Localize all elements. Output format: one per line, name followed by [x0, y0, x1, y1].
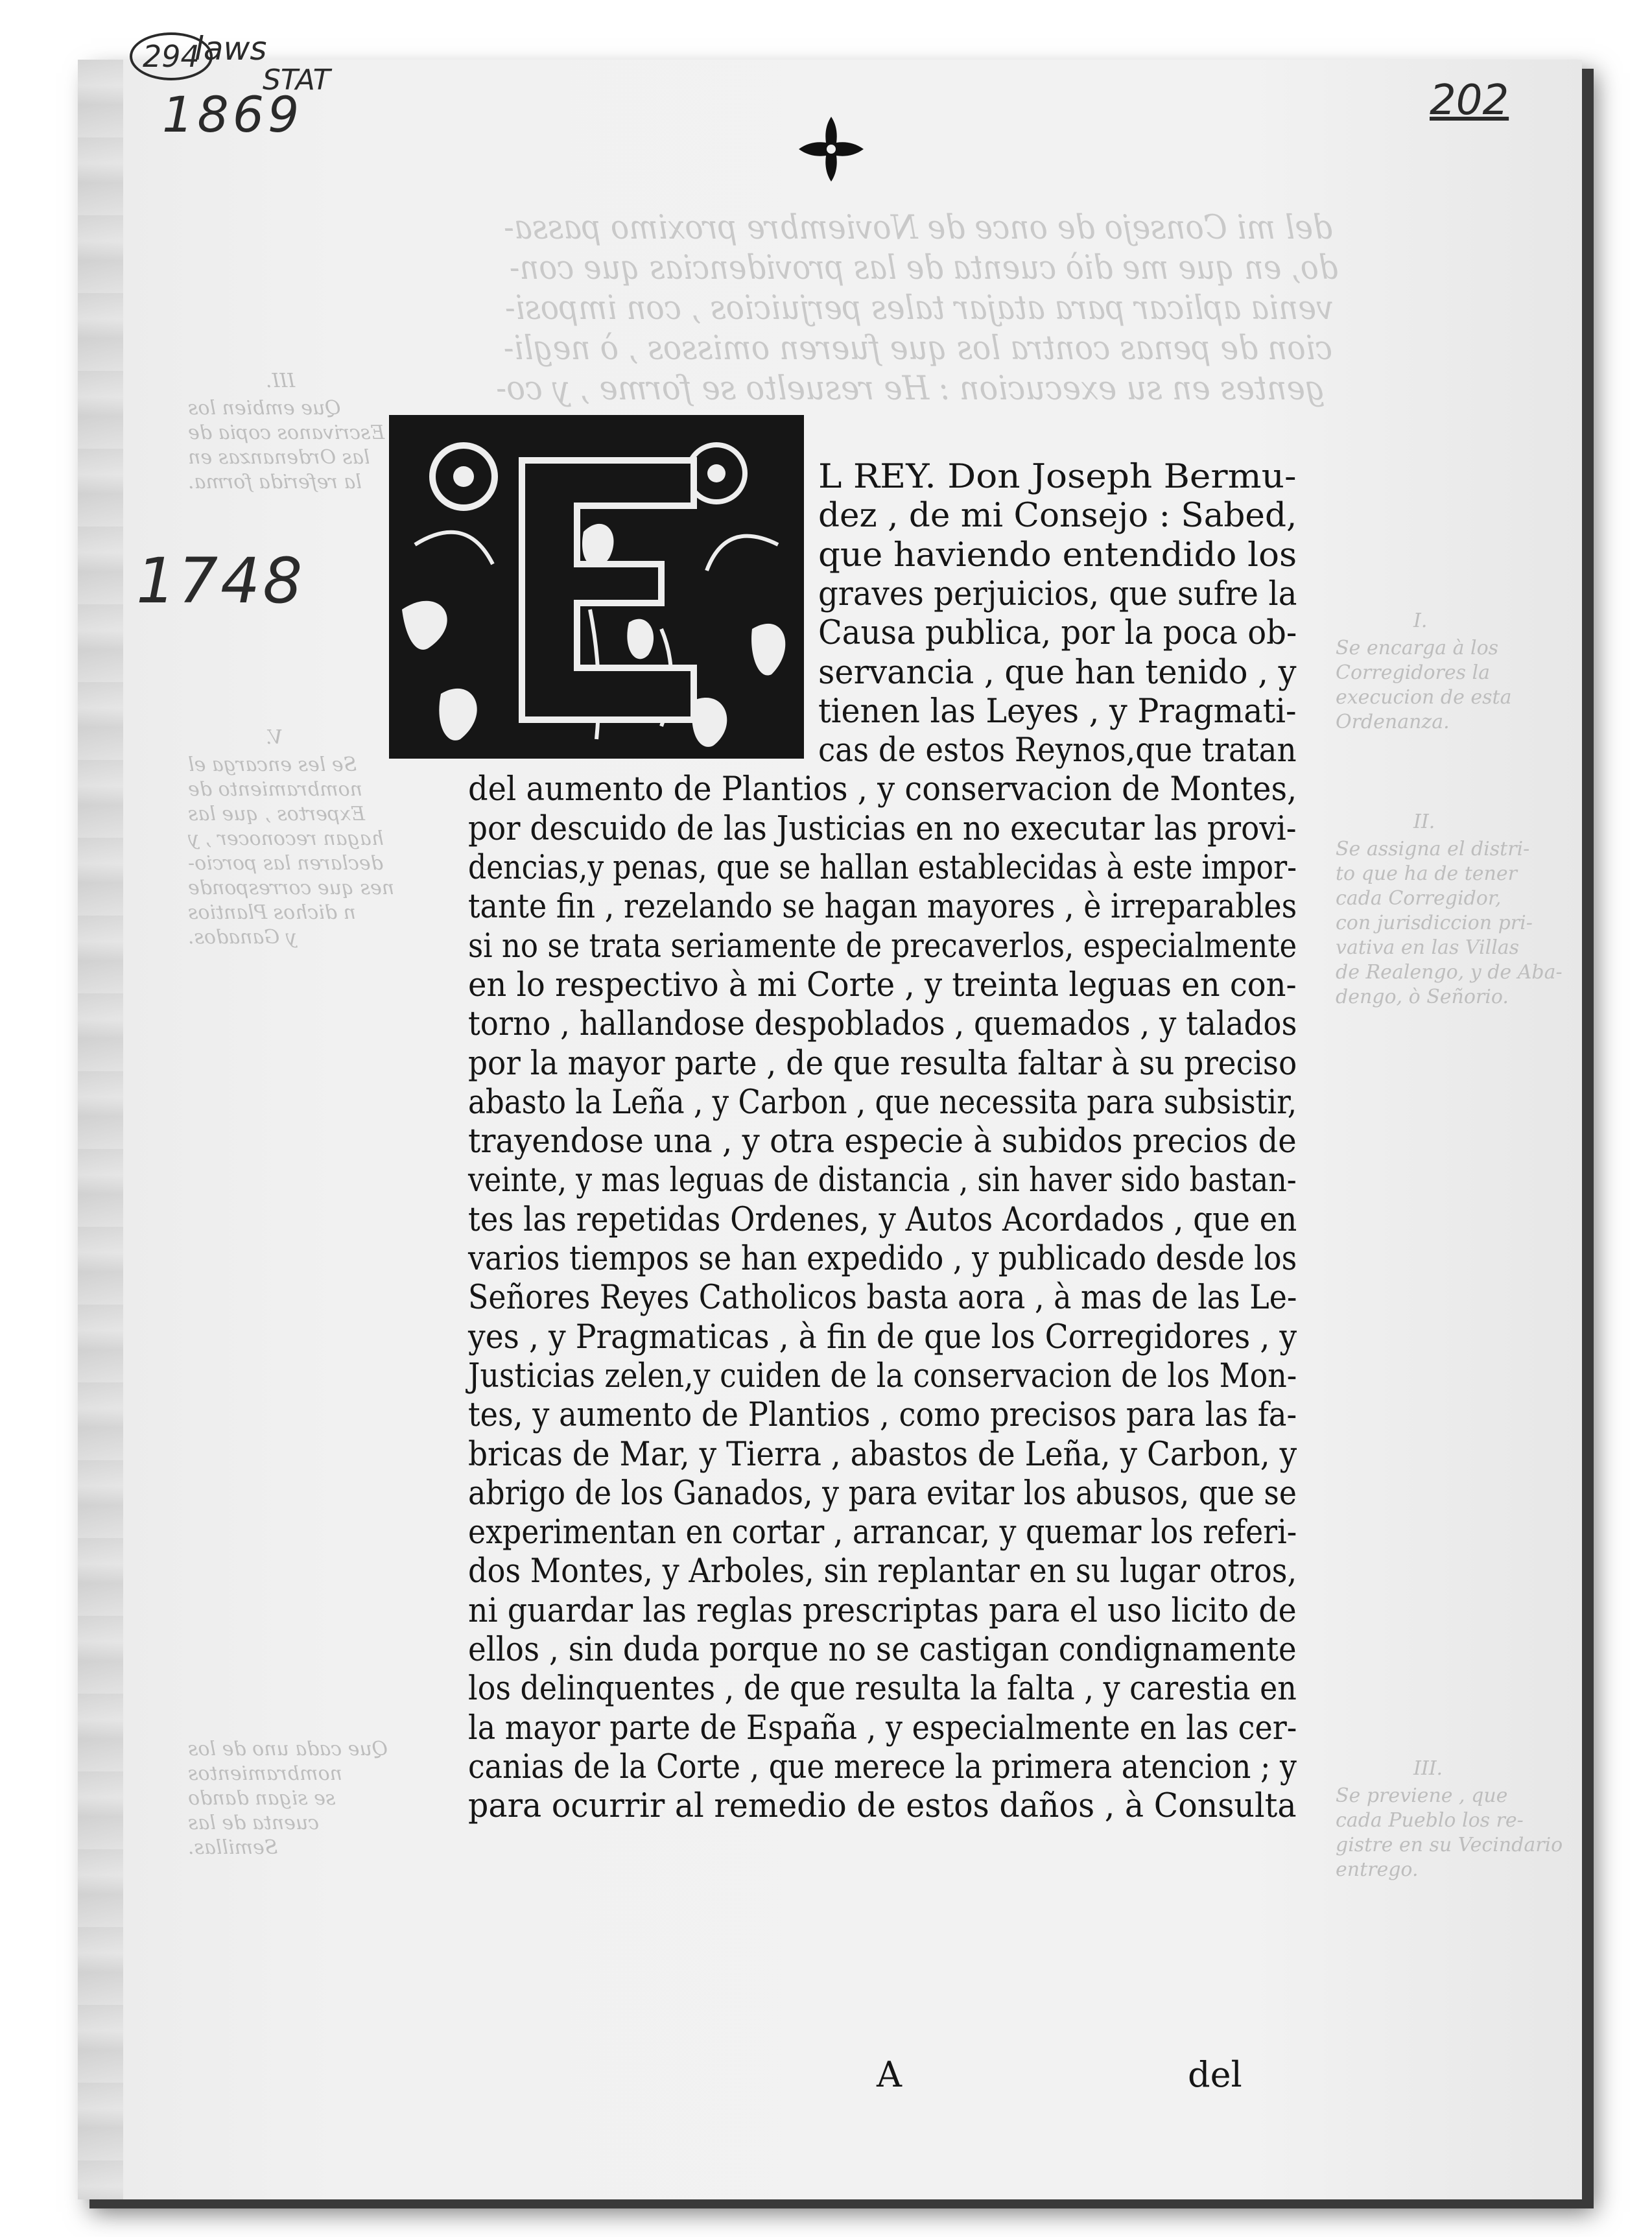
- body-line: Justicias zelen,y cuiden de la conservacion de los Mon-: [468, 1356, 1297, 1395]
- body-line: experimentan en cortar , arrancar, y quemar los referi-: [468, 1513, 1297, 1552]
- margin-note-line: cada Corregidor,: [1336, 887, 1502, 910]
- margin-note-line: Se encarga à los: [1336, 637, 1499, 659]
- bleed-line: del mi Consejo de once de Noviembre proximo passa-: [503, 209, 1332, 247]
- handwritten-note-laws: laws: [195, 30, 267, 67]
- margin-note-line: de Realengo, y de Aba-: [1336, 961, 1563, 984]
- body-line: los delinquentes , de que resulta la falta , y carestia en: [468, 1670, 1297, 1709]
- margin-note-line: declaren las porcio-: [188, 852, 383, 875]
- body-line: abrigo de los Ganados, y para evitar los abusos, que se: [468, 1474, 1297, 1513]
- margin-note-line: Semillas.: [188, 1836, 278, 1859]
- handwritten-year-margin: 1748: [136, 545, 305, 617]
- body-line: tienen las Leyes , y Pragmati-: [818, 692, 1297, 731]
- margin-note-line: la referida forma.: [188, 471, 362, 493]
- body-line: por la mayor parte , de que resulta faltar à su preciso: [468, 1044, 1297, 1083]
- body-line: abasto la Leña , y Carbon , que necessita para subsistir,: [468, 1083, 1297, 1122]
- margin-note-line: Ordenanza.: [1336, 711, 1450, 733]
- bleed-line: cion de penas contra los que fueren omissos , ò negli-: [503, 329, 1332, 368]
- body-line: trayendose una , y otra especie à subidos precios de: [468, 1122, 1297, 1161]
- margin-note-line: n dichos Plantios: [188, 901, 356, 924]
- body-line: veinte, y mas leguas de distancia , sin haver sido bastan-: [468, 1161, 1297, 1200]
- handwritten-note-stat: STAT: [263, 64, 331, 97]
- margin-note-line: hagan reconocer , y: [188, 827, 384, 850]
- body-line: del aumento de Plantios , y conservacion de Montes,: [468, 770, 1297, 809]
- body-line: L REY. Don Joseph Bermu-: [818, 458, 1297, 496]
- bleed-line: gentes en su execucion : He resuelto se forme , y co-: [496, 370, 1325, 408]
- body-line: varios tiempos se han expedido , y publicado desde los: [468, 1240, 1297, 1278]
- margin-note-line: Se les encarga el: [188, 753, 357, 776]
- folio-number: 202: [1430, 77, 1509, 124]
- body-line: si no se trata seriamente de precaverlos, especialmente: [468, 927, 1297, 965]
- body-line: tes las repetidas Ordenes, y Autos Acordados , que en: [468, 1200, 1297, 1239]
- margin-note-line: Expertos , que las: [188, 803, 365, 825]
- margin-note-numeral: V.: [266, 726, 283, 749]
- body-line: la mayor parte de España , y especialmente en las cer-: [468, 1709, 1297, 1747]
- body-line: para ocurrir al remedio de estos daños , à Consulta: [468, 1787, 1297, 1826]
- body-line: yes , y Pragmaticas , à fin de que los Corregidores , y: [468, 1318, 1297, 1356]
- margin-note-line: y Ganados.: [188, 926, 297, 949]
- body-line: por descuido de las Justicias en no executar las provi-: [468, 809, 1297, 848]
- bleed-line: venia aplicar para atajar tales perjuicios , con imposi-: [504, 289, 1334, 327]
- margin-note-line: entrego.: [1336, 1858, 1419, 1881]
- page-left-edge: [78, 60, 123, 2199]
- margin-note-line: nombramiento de: [188, 778, 362, 801]
- margin-note-numeral: I.: [1413, 610, 1428, 632]
- catchword: del: [1188, 2054, 1242, 2095]
- margin-note-numeral: II.: [1413, 811, 1435, 833]
- body-line: cas de estos Reynos,que tratan: [818, 731, 1297, 770]
- decorated-initial-e: [389, 415, 804, 759]
- margin-note-line: execucion de esta: [1336, 686, 1512, 709]
- margin-note-line: gistre en su Vecindario: [1336, 1834, 1563, 1856]
- margin-note-line: Se previene , que: [1336, 1784, 1508, 1807]
- body-line: Causa publica, por la poca ob-: [818, 614, 1297, 653]
- margin-note-line: con jurisdiccion pri-: [1336, 912, 1533, 934]
- margin-note-numeral: III.: [266, 370, 296, 392]
- body-line: ni guardar las reglas prescriptas para el uso licito de: [468, 1591, 1297, 1630]
- body-line: tante fin , rezelando se hagan mayores , è irreparables: [468, 888, 1297, 927]
- body-line: tes, y aumento de Plantios , como precisos para las fa-: [468, 1396, 1297, 1435]
- margin-note-line: nombramientos: [188, 1762, 342, 1785]
- signature-mark: A: [877, 2054, 902, 2095]
- margin-note-line: cada Pueblo los re-: [1336, 1809, 1524, 1832]
- margin-note-numeral: III.: [1413, 1757, 1443, 1780]
- margin-note-line: Corregidores la: [1336, 661, 1491, 684]
- margin-note-line: se sigan dando: [188, 1787, 336, 1810]
- margin-note-line: Escrivanos copia de: [188, 421, 385, 444]
- margin-note-line: Que cada uno de los: [188, 1738, 388, 1760]
- margin-note-line: las Ordenanzas en: [188, 446, 370, 469]
- archive-number: 294: [130, 32, 213, 80]
- body-line: bricas de Mar, y Tierra , abastos de Leña, y Carbon, y: [468, 1435, 1297, 1474]
- body-line: torno , hallandose despoblados , quemados , y talados: [468, 1005, 1297, 1044]
- body-line: servancia , que han tenido , y: [818, 653, 1297, 692]
- body-line: en lo respectivo à mi Corte , y treinta leguas en con-: [468, 965, 1297, 1004]
- body-line: dos Montes, y Arboles, sin replantar en su lugar otros,: [468, 1552, 1297, 1591]
- margin-note-line: Se assigna el distri-: [1336, 838, 1530, 860]
- body-line: Señores Reyes Catholicos basta aora , à mas de las Le-: [468, 1279, 1297, 1318]
- margin-note-line: nes que corresponde: [188, 877, 395, 899]
- bleed-line: do, en que me diò cuenta de las providencias que con-: [509, 249, 1338, 287]
- body-line: canias de la Corte , que merece la primera atencion ; y: [468, 1747, 1297, 1786]
- body-line: dez , de mi Consejo : Sabed,: [818, 497, 1297, 536]
- handwritten-year-note: 1869: [162, 86, 303, 143]
- margin-note-line: cuenta de las: [188, 1812, 320, 1834]
- body-line: ellos , sin duda porque no se castigan condignamente: [468, 1631, 1297, 1669]
- margin-note-line: to que ha de tener: [1336, 862, 1517, 885]
- body-line: que haviendo entendido los: [818, 536, 1297, 574]
- margin-note-line: Que embien los: [188, 397, 341, 420]
- margin-note-line: dengo, ò Señorio.: [1336, 986, 1509, 1008]
- margin-note-line: vativa en las Villas: [1336, 936, 1520, 959]
- body-line: graves perjuicios, que sufre la: [818, 574, 1297, 613]
- cross-ornament-icon: [799, 117, 864, 182]
- body-line: dencias,y penas, que se hallan establecidas à este impor-: [468, 849, 1297, 887]
